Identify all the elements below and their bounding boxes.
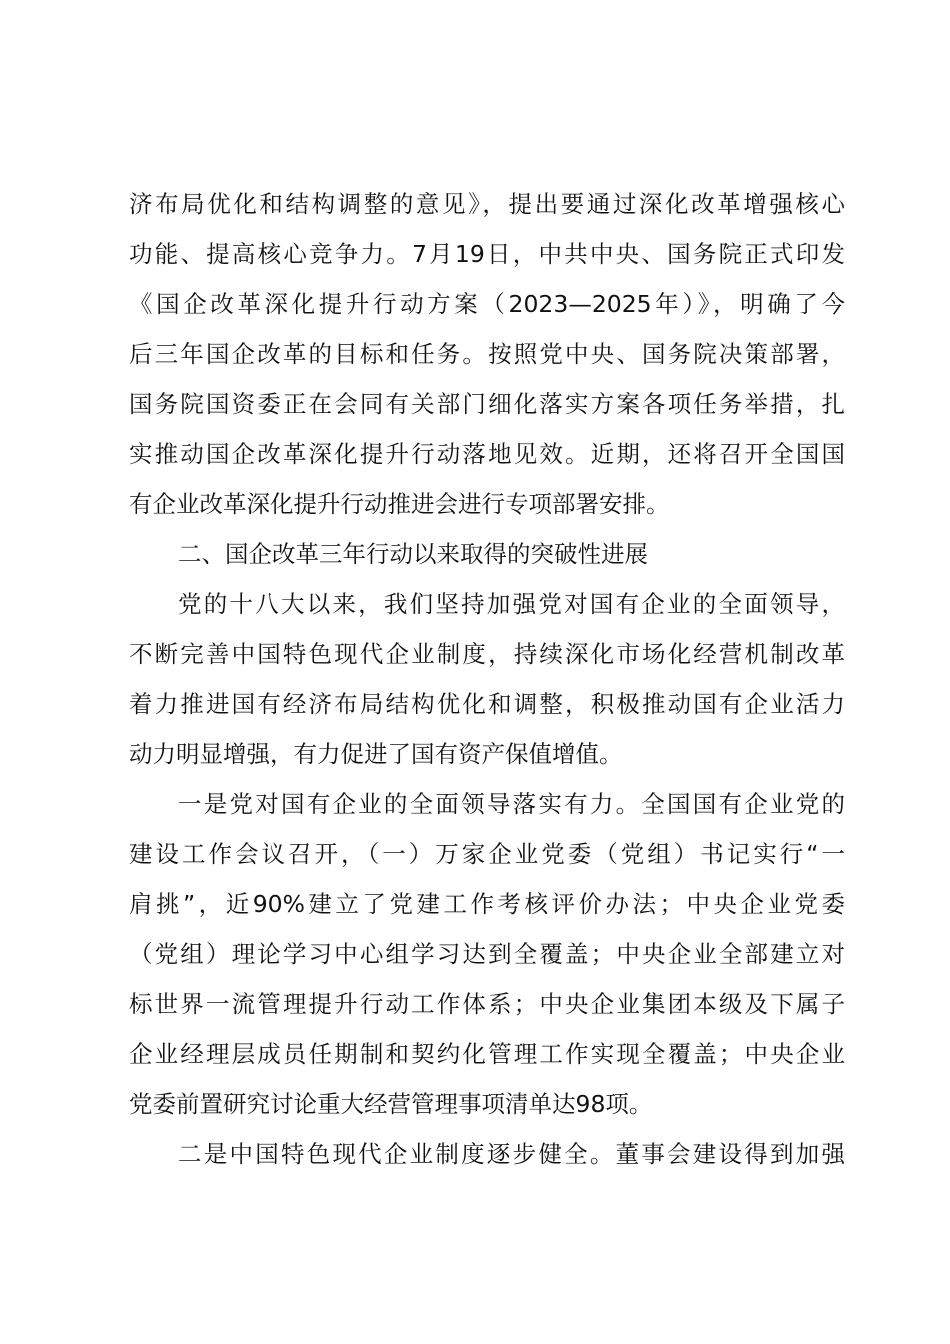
body-text-line: 实推动国企改革深化提升行动落地见效。近期，还将召开全国国 — [129, 440, 845, 468]
body-text-line: 动力明显增强，有力促进了国有资产保值增值。 — [129, 740, 623, 768]
body-text-line: 有企业改革深化提升行动推进会进行专项部署安排。 — [129, 490, 670, 518]
body-text-line: 济布局优化和结构调整的意见》，提出要通过深化改革增强核心 — [129, 190, 845, 218]
body-text-line: 党的十八大以来，我们坚持加强党对国有企业的全面领导， — [178, 590, 845, 618]
body-text-line: 着力推进国有经济布局结构优化和调整，积极推动国有企业活力 — [129, 690, 845, 718]
body-text-line: （党组）理论学习中心组学习达到全覆盖；中央企业全部建立对 — [129, 940, 845, 968]
body-text-line: 标世界一流管理提升行动工作体系；中央企业集团本级及下属子 — [129, 990, 845, 1018]
body-text-line: 企业经理层成员任期制和契约化管理工作实现全覆盖；中央企业 — [129, 1040, 845, 1068]
body-text-line: 后三年国企改革的目标和任务。按照党中央、国务院决策部署， — [129, 340, 845, 368]
body-text-line: 二是中国特色现代企业制度逐步健全。董事会建设得到加强 — [178, 1140, 845, 1168]
body-text-line: 不断完善中国特色现代企业制度，持续深化市场化经营机制改革 — [129, 640, 845, 668]
body-text-line: 功能、提高核心竞争力。7月19日，中共中央、国务院正式印发 — [129, 240, 845, 268]
body-text-line: 肩挑”，近90%建立了党建工作考核评价办法；中央企业党委 — [129, 890, 845, 918]
body-text-line: 党委前置研究讨论重大经营管理事项清单达98项。 — [129, 1090, 653, 1118]
body-text-line: 《国企改革深化提升行动方案（2023—2025年）》，明确了今 — [129, 290, 845, 318]
body-text-line: 建设工作会议召开，（一）万家企业党委（党组）书记实行“一 — [129, 840, 845, 868]
body-text-line: 一是党对国有企业的全面领导落实有力。全国国有企业党的 — [178, 790, 845, 818]
body-text-line: 国务院国资委正在会同有关部门细化落实方案各项任务举措，扎 — [129, 390, 845, 418]
section-heading: 二、国企改革三年行动以来取得的突破性进展 — [178, 540, 648, 568]
